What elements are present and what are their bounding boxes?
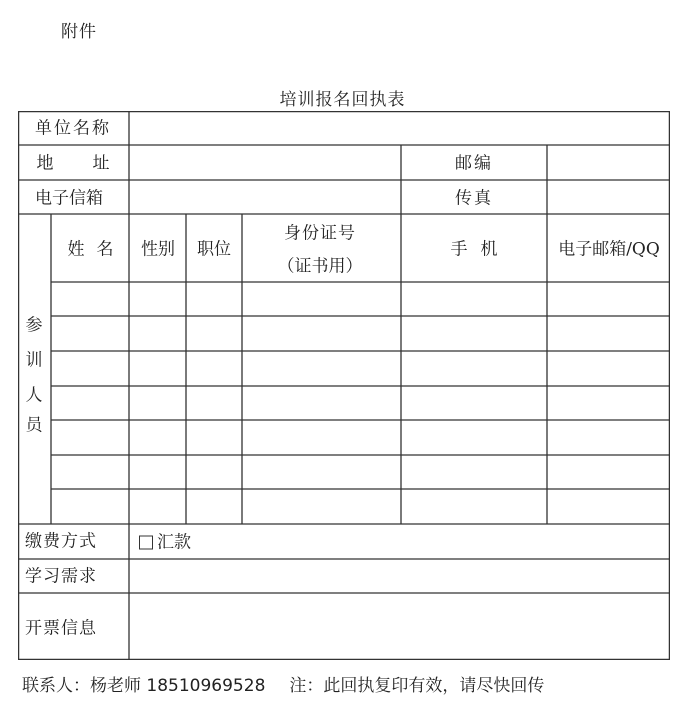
participants-label-char: 训: [25, 350, 43, 371]
address-label-part2: 址: [92, 153, 110, 174]
col-header-phone-part1: 手: [450, 239, 468, 260]
col-header-id-note: （证书用）: [277, 256, 363, 277]
address-field[interactable]: [130, 146, 400, 179]
col-header-gender: 性别: [141, 239, 175, 260]
email-field[interactable]: [130, 181, 400, 213]
col-header-name-part1: 姓: [67, 239, 85, 260]
col-header-position: 职位: [197, 239, 231, 260]
participants-label-char: 人: [25, 385, 43, 406]
participants-label-char: 员: [25, 415, 43, 436]
remittance-checkbox[interactable]: [139, 536, 153, 550]
address-label-part1: 地: [36, 153, 54, 174]
footer: [22, 671, 544, 696]
registration-form-table: [18, 111, 670, 660]
col-header-id-number: 身份证号: [284, 223, 356, 244]
fax-label: 传真: [455, 188, 493, 209]
footer-note: 注：此回执复印有效，请尽快回传: [289, 676, 545, 696]
postcode-field[interactable]: [548, 146, 668, 179]
study-needs-label: 学习需求: [25, 566, 97, 587]
payment-option[interactable]: [139, 532, 191, 553]
attachment-label: 附件: [61, 22, 97, 42]
col-header-phone-part2: 机: [480, 239, 498, 260]
unit-name-field[interactable]: [130, 112, 668, 144]
email-label: 电子信箱: [35, 188, 103, 209]
invoice-info-label: 开票信息: [25, 618, 97, 639]
form-title: 培训报名回执表: [279, 90, 406, 110]
payment-method-label: 缴费方式: [25, 531, 97, 552]
col-header-email-qq: 电子邮箱/QQ: [558, 239, 660, 260]
remittance-label: 汇款: [157, 532, 191, 553]
study-needs-field[interactable]: [130, 560, 668, 592]
contact-info: 联系人：杨老师 18510969528: [22, 676, 266, 696]
col-header-name-part2: 名: [96, 239, 114, 260]
participants-label-char: 参: [25, 315, 43, 336]
postcode-label: 邮编: [455, 153, 493, 174]
invoice-info-field[interactable]: [130, 594, 668, 658]
fax-field[interactable]: [548, 181, 668, 213]
unit-name-label: 单位名称: [35, 118, 111, 139]
